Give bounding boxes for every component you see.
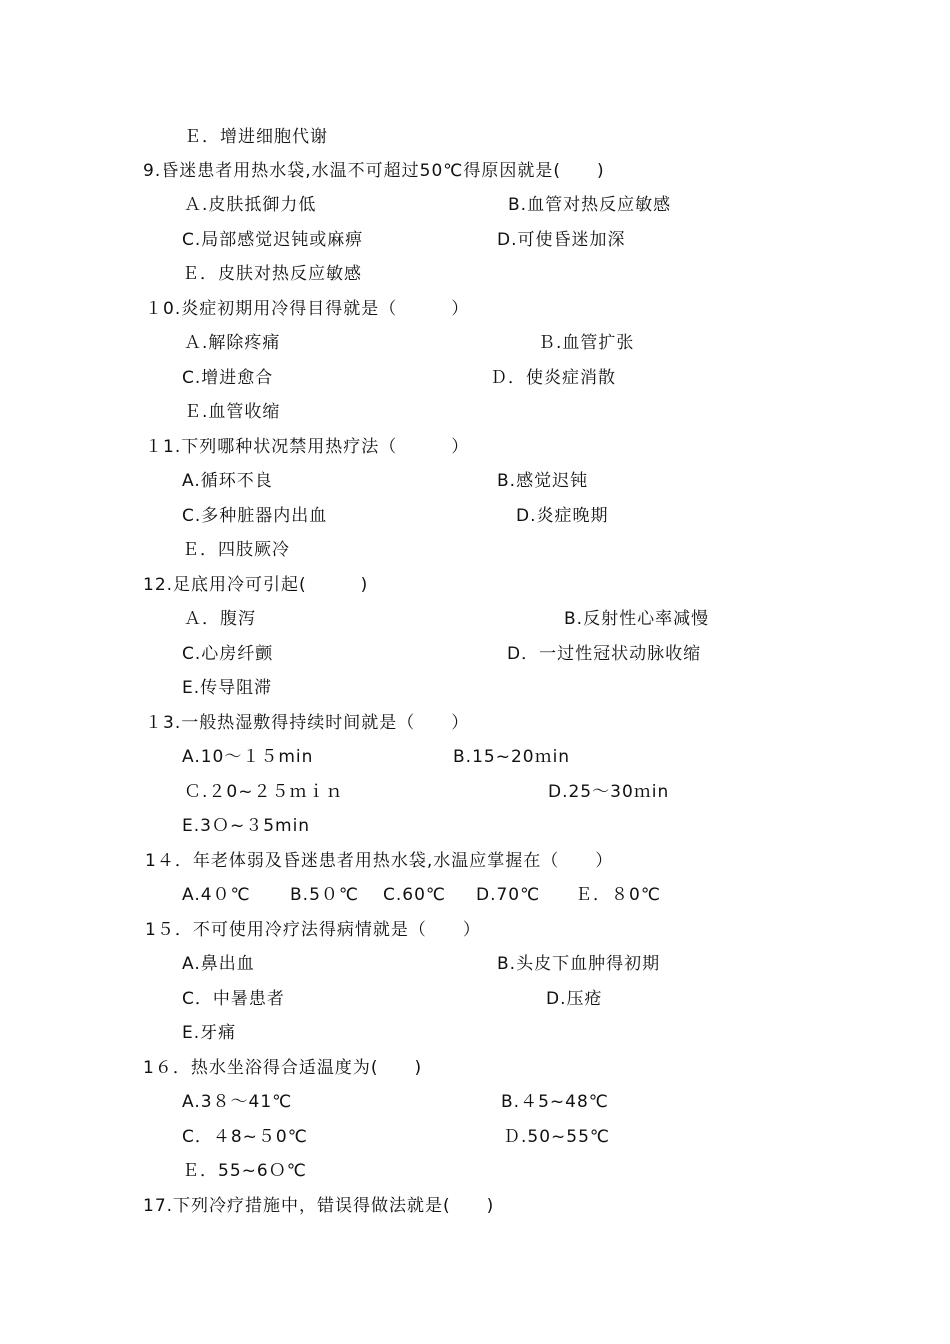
option-9d: D.可使昏迷加深 <box>497 230 626 250</box>
option-9e: Ｅ．皮肤对热反应敏感 <box>182 264 362 284</box>
option-13b: B.15~20ｍin <box>453 747 571 767</box>
option-15c: C．中暑患者 <box>182 989 285 1009</box>
option-14e: Ｅ．８0℃ <box>575 885 661 905</box>
question-16: 1６．热水坐浴得合适温度为( ) <box>143 1058 423 1078</box>
option-16b: B.４5~48℃ <box>501 1092 609 1112</box>
question-12: 12.足底用冷可引起( ) <box>143 575 369 595</box>
option-16c: C．４8~５0℃ <box>182 1127 308 1147</box>
option-15a: A.鼻出血 <box>182 954 255 974</box>
option-15b: B.头皮下血肿得初期 <box>497 954 661 974</box>
option-16d: Ｄ.50~55℃ <box>503 1127 611 1147</box>
option-11b: B.感觉迟钝 <box>497 471 589 491</box>
option-12a: Ａ．腹泻 <box>184 609 256 629</box>
option-15d: D.压疮 <box>546 989 603 1009</box>
option-9c: C.局部感觉迟钝或麻痹 <box>182 230 364 250</box>
option-12e: E.传导阻滞 <box>182 678 273 698</box>
option-8e: Ｅ．增进细胞代谢 <box>184 127 328 147</box>
option-14a: A.4０℃ <box>182 885 251 905</box>
question-17: 17.下列冷疗措施中，错误得做法就是( ) <box>143 1196 495 1216</box>
question-13: １3.一般热湿敷得持续时间就是（ ） <box>145 713 470 733</box>
option-10d: Ｄ．使炎症消散 <box>490 368 616 388</box>
option-10c: C.增进愈合 <box>182 368 274 388</box>
option-11d: D.炎症晚期 <box>516 506 609 526</box>
option-16e: Ｅ．55~6Ｏ℃ <box>182 1161 307 1181</box>
option-12d: D．一过性冠状动脉收缩 <box>507 644 702 664</box>
option-12c: C.心房纤颤 <box>182 644 274 664</box>
option-9a: Ａ.皮肤抵御力低 <box>184 195 317 215</box>
option-10b: Ｂ.血管扩张 <box>538 333 635 353</box>
option-11a: A.循环不良 <box>182 471 273 491</box>
option-13d: D.25～30ｍin <box>548 782 670 802</box>
question-15: 1５．不可使用冷疗法得病情就是（ ） <box>145 920 481 940</box>
question-14: 1４．年老体弱及昏迷患者用热水袋,水温应掌握在（ ） <box>145 851 614 871</box>
option-14b: B.5０℃ <box>290 885 359 905</box>
option-13e: E.3Ｏ~３5min <box>182 816 311 836</box>
question-10: １0.炎症初期用冷得目得就是（ ） <box>145 299 470 319</box>
option-12b: B.反射性心率减慢 <box>564 609 710 629</box>
option-16a: A.3８～41℃ <box>182 1092 293 1112</box>
option-15e: E.牙痛 <box>182 1023 237 1043</box>
question-11: １1.下列哪种状况禁用热疗法（ ） <box>145 437 470 457</box>
option-11e: Ｅ．四肢厥冷 <box>182 540 290 560</box>
option-10e: Ｅ.血管收缩 <box>184 402 281 422</box>
option-13a: A.10～１５min <box>182 747 314 767</box>
option-14c: C.60℃ <box>383 885 446 905</box>
option-14d: D.70℃ <box>476 885 541 905</box>
option-9b: B.血管对热反应敏感 <box>508 195 672 215</box>
option-13c: Ｃ.２0~２５ｍｉｎ <box>184 782 344 802</box>
question-9: 9.昏迷患者用热水袋,水温不可超过50℃得原因就是( ) <box>143 161 605 181</box>
option-10a: Ａ.解除疼痛 <box>184 333 281 353</box>
option-11c: C.多种脏器内出血 <box>182 506 328 526</box>
